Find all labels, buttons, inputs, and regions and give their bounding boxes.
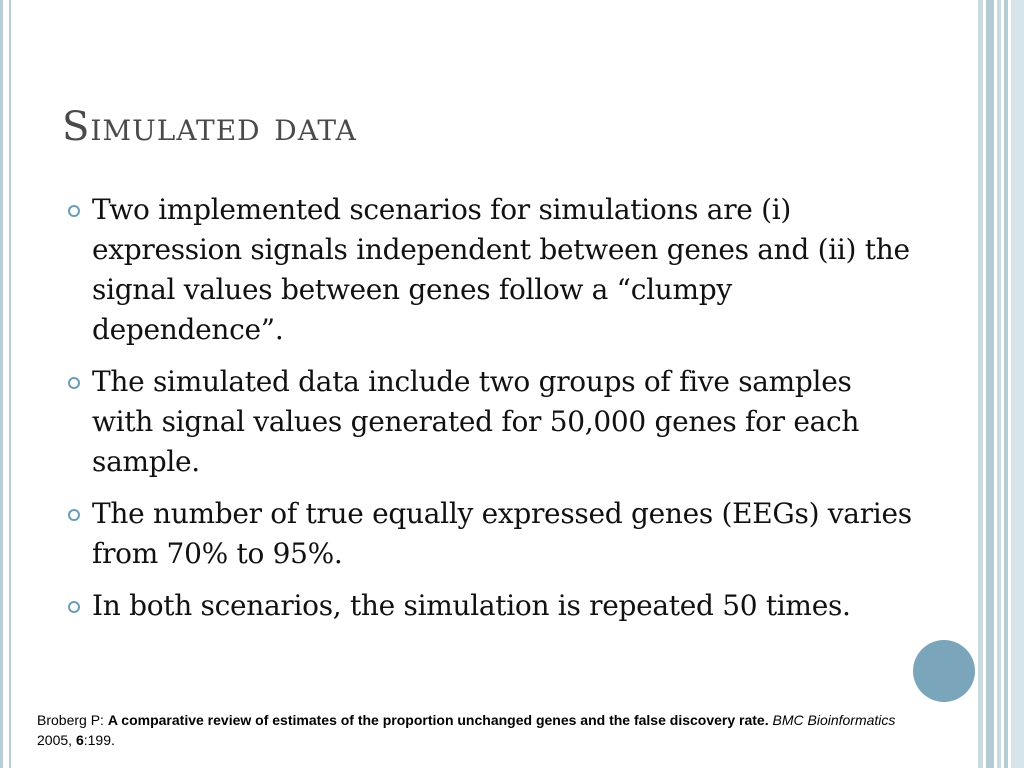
bullet-list bbox=[64, 190, 914, 638]
right-border-strip bbox=[997, 0, 1001, 768]
hollow-circle-bullet-icon bbox=[68, 601, 80, 613]
citation-journal: BMC Bioinformatics bbox=[772, 712, 896, 728]
right-border-strip bbox=[1004, 0, 1008, 768]
citation-article-title: A comparative review of estimates of the proportion unchanged genes and the false discovery rate. bbox=[107, 712, 769, 728]
decorative-circle bbox=[913, 640, 975, 702]
citation-volume: 6 bbox=[75, 732, 84, 748]
left-border-inner-line bbox=[9, 0, 11, 768]
hollow-circle-bullet-icon bbox=[68, 377, 80, 389]
hollow-circle-bullet-icon bbox=[68, 205, 80, 217]
right-border-strip bbox=[978, 0, 983, 768]
bullet-text: The number of true equally expressed genes (EEGs) varies from 70% to 95%. bbox=[92, 497, 912, 570]
bullet-text: The simulated data include two groups of five samples with signal values generated for 50,000 genes for each sample. bbox=[92, 365, 860, 478]
citation-year: 2005, bbox=[37, 732, 76, 748]
hollow-circle-bullet-icon bbox=[68, 509, 80, 521]
bullet-item bbox=[64, 586, 914, 626]
bullet-item bbox=[64, 362, 914, 482]
citation bbox=[37, 710, 917, 750]
bullet-item bbox=[64, 190, 914, 350]
slide-title: Simulated data bbox=[62, 104, 357, 150]
left-border-line bbox=[0, 0, 3, 768]
citation-author: Broberg P: bbox=[37, 712, 108, 728]
bullet-text: In both scenarios, the simulation is repeated 50 times. bbox=[92, 589, 851, 622]
bullet-text: Two implemented scenarios for simulations are (i) expression signals independent between genes and (ii) the signal values between genes follow a “clumpy dependence”. bbox=[92, 193, 910, 346]
citation-pages: :199. bbox=[83, 732, 115, 748]
right-border-strip bbox=[986, 0, 994, 768]
bullet-item bbox=[64, 494, 914, 574]
right-border-strip bbox=[1011, 0, 1024, 768]
